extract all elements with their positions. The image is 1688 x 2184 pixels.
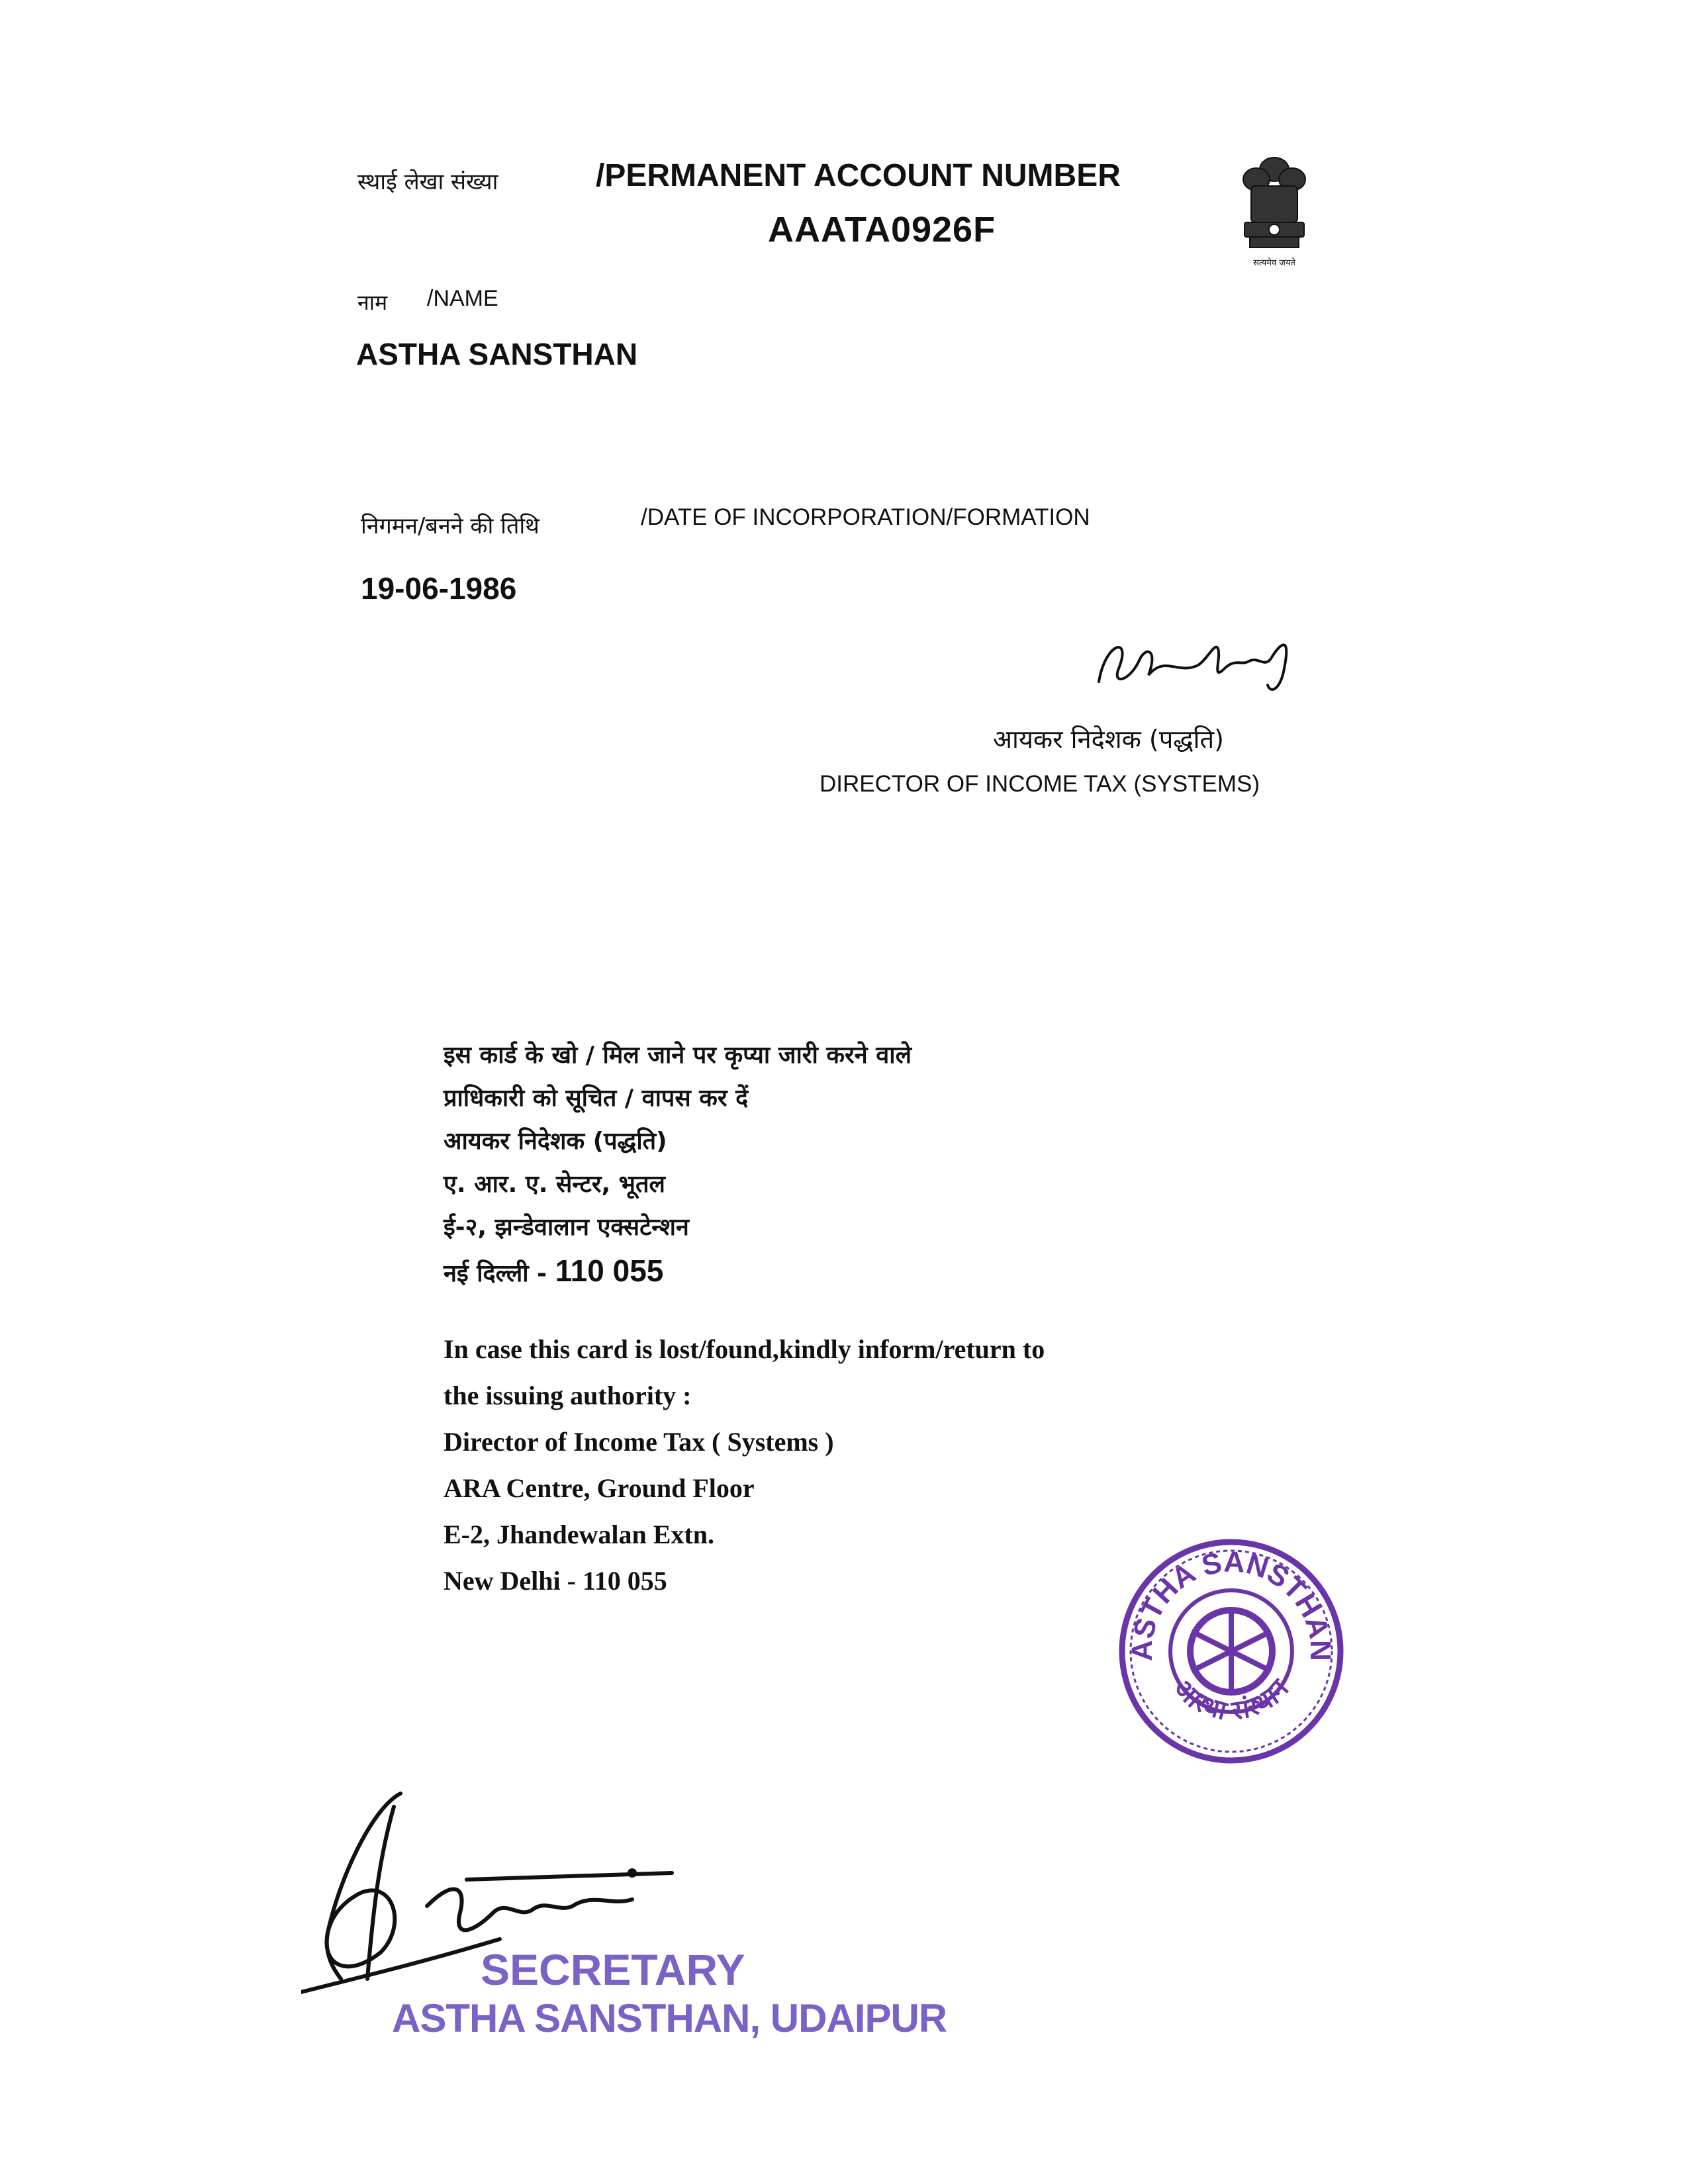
incorporation-date: 19-06-1986: [361, 571, 517, 606]
return-hindi-city-line: [444, 1253, 663, 1289]
return-hindi-line: ई-२, झन्डेवालान एक्सटेन्शन: [444, 1214, 689, 1241]
return-hindi-city: नई दिल्ली -: [444, 1260, 547, 1287]
pan-label-hindi: स्थाई लेखा संख्या: [357, 169, 498, 195]
return-english-line: ARA Centre, Ground Floor: [444, 1473, 755, 1503]
return-hindi-line: आयकर निदेशक (पद्धति): [444, 1128, 667, 1155]
seal-text-bottom: आस्था संस्थान: [1167, 1672, 1295, 1727]
name-label-hindi: नाम: [357, 290, 388, 315]
return-english-line: In case this card is lost/found,kindly inform/return to: [444, 1334, 1045, 1364]
return-hindi-line: प्राधिकारी को सूचित / वापस कर दें: [444, 1085, 749, 1112]
return-english-line: the issuing authority :: [444, 1381, 692, 1410]
secretary-title-stamp: SECRETARY: [481, 1945, 745, 1994]
incorporation-label-hindi: निगमन/बनने की तिथि: [361, 513, 539, 539]
seal-text-top: ASTHA SANSTHAN: [1125, 1545, 1337, 1662]
emblem-caption: सत्यमेव जयते: [1253, 258, 1295, 268]
pan-label: /PERMANENT ACCOUNT NUMBER: [596, 158, 1121, 193]
pan-number: AAATA0926F: [768, 210, 996, 250]
state-emblem-icon: [1231, 150, 1317, 275]
return-english-line: Director of Income Tax ( Systems ): [444, 1427, 834, 1457]
incorporation-label: /DATE OF INCORPORATION/FORMATION: [641, 504, 1090, 530]
director-signature: [1092, 629, 1304, 702]
issuer-title: DIRECTOR OF INCOME TAX (SYSTEMS): [820, 771, 1260, 797]
return-hindi-line: ए. आर. ए. सेन्टर, भूतल: [444, 1171, 665, 1198]
return-hindi-line: इस कार्ड के खो / मिल जाने पर कृप्या जारी करने वाले: [444, 1042, 912, 1069]
organisation-seal-stamp: [1112, 1532, 1350, 1770]
return-english-line: New Delhi - 110 055: [444, 1566, 667, 1596]
name-label: /NAME: [427, 286, 498, 311]
secretary-org-stamp: ASTHA SANSTHAN, UDAIPUR: [392, 1996, 947, 2040]
return-english-line: E-2, Jhandewalan Extn.: [444, 1520, 714, 1549]
return-hindi-pin: 110 055: [555, 1253, 664, 1288]
issuer-title-hindi: आयकर निदेशक (पद्धति): [993, 725, 1224, 754]
name-value: ASTHA SANSTHAN: [356, 337, 638, 371]
